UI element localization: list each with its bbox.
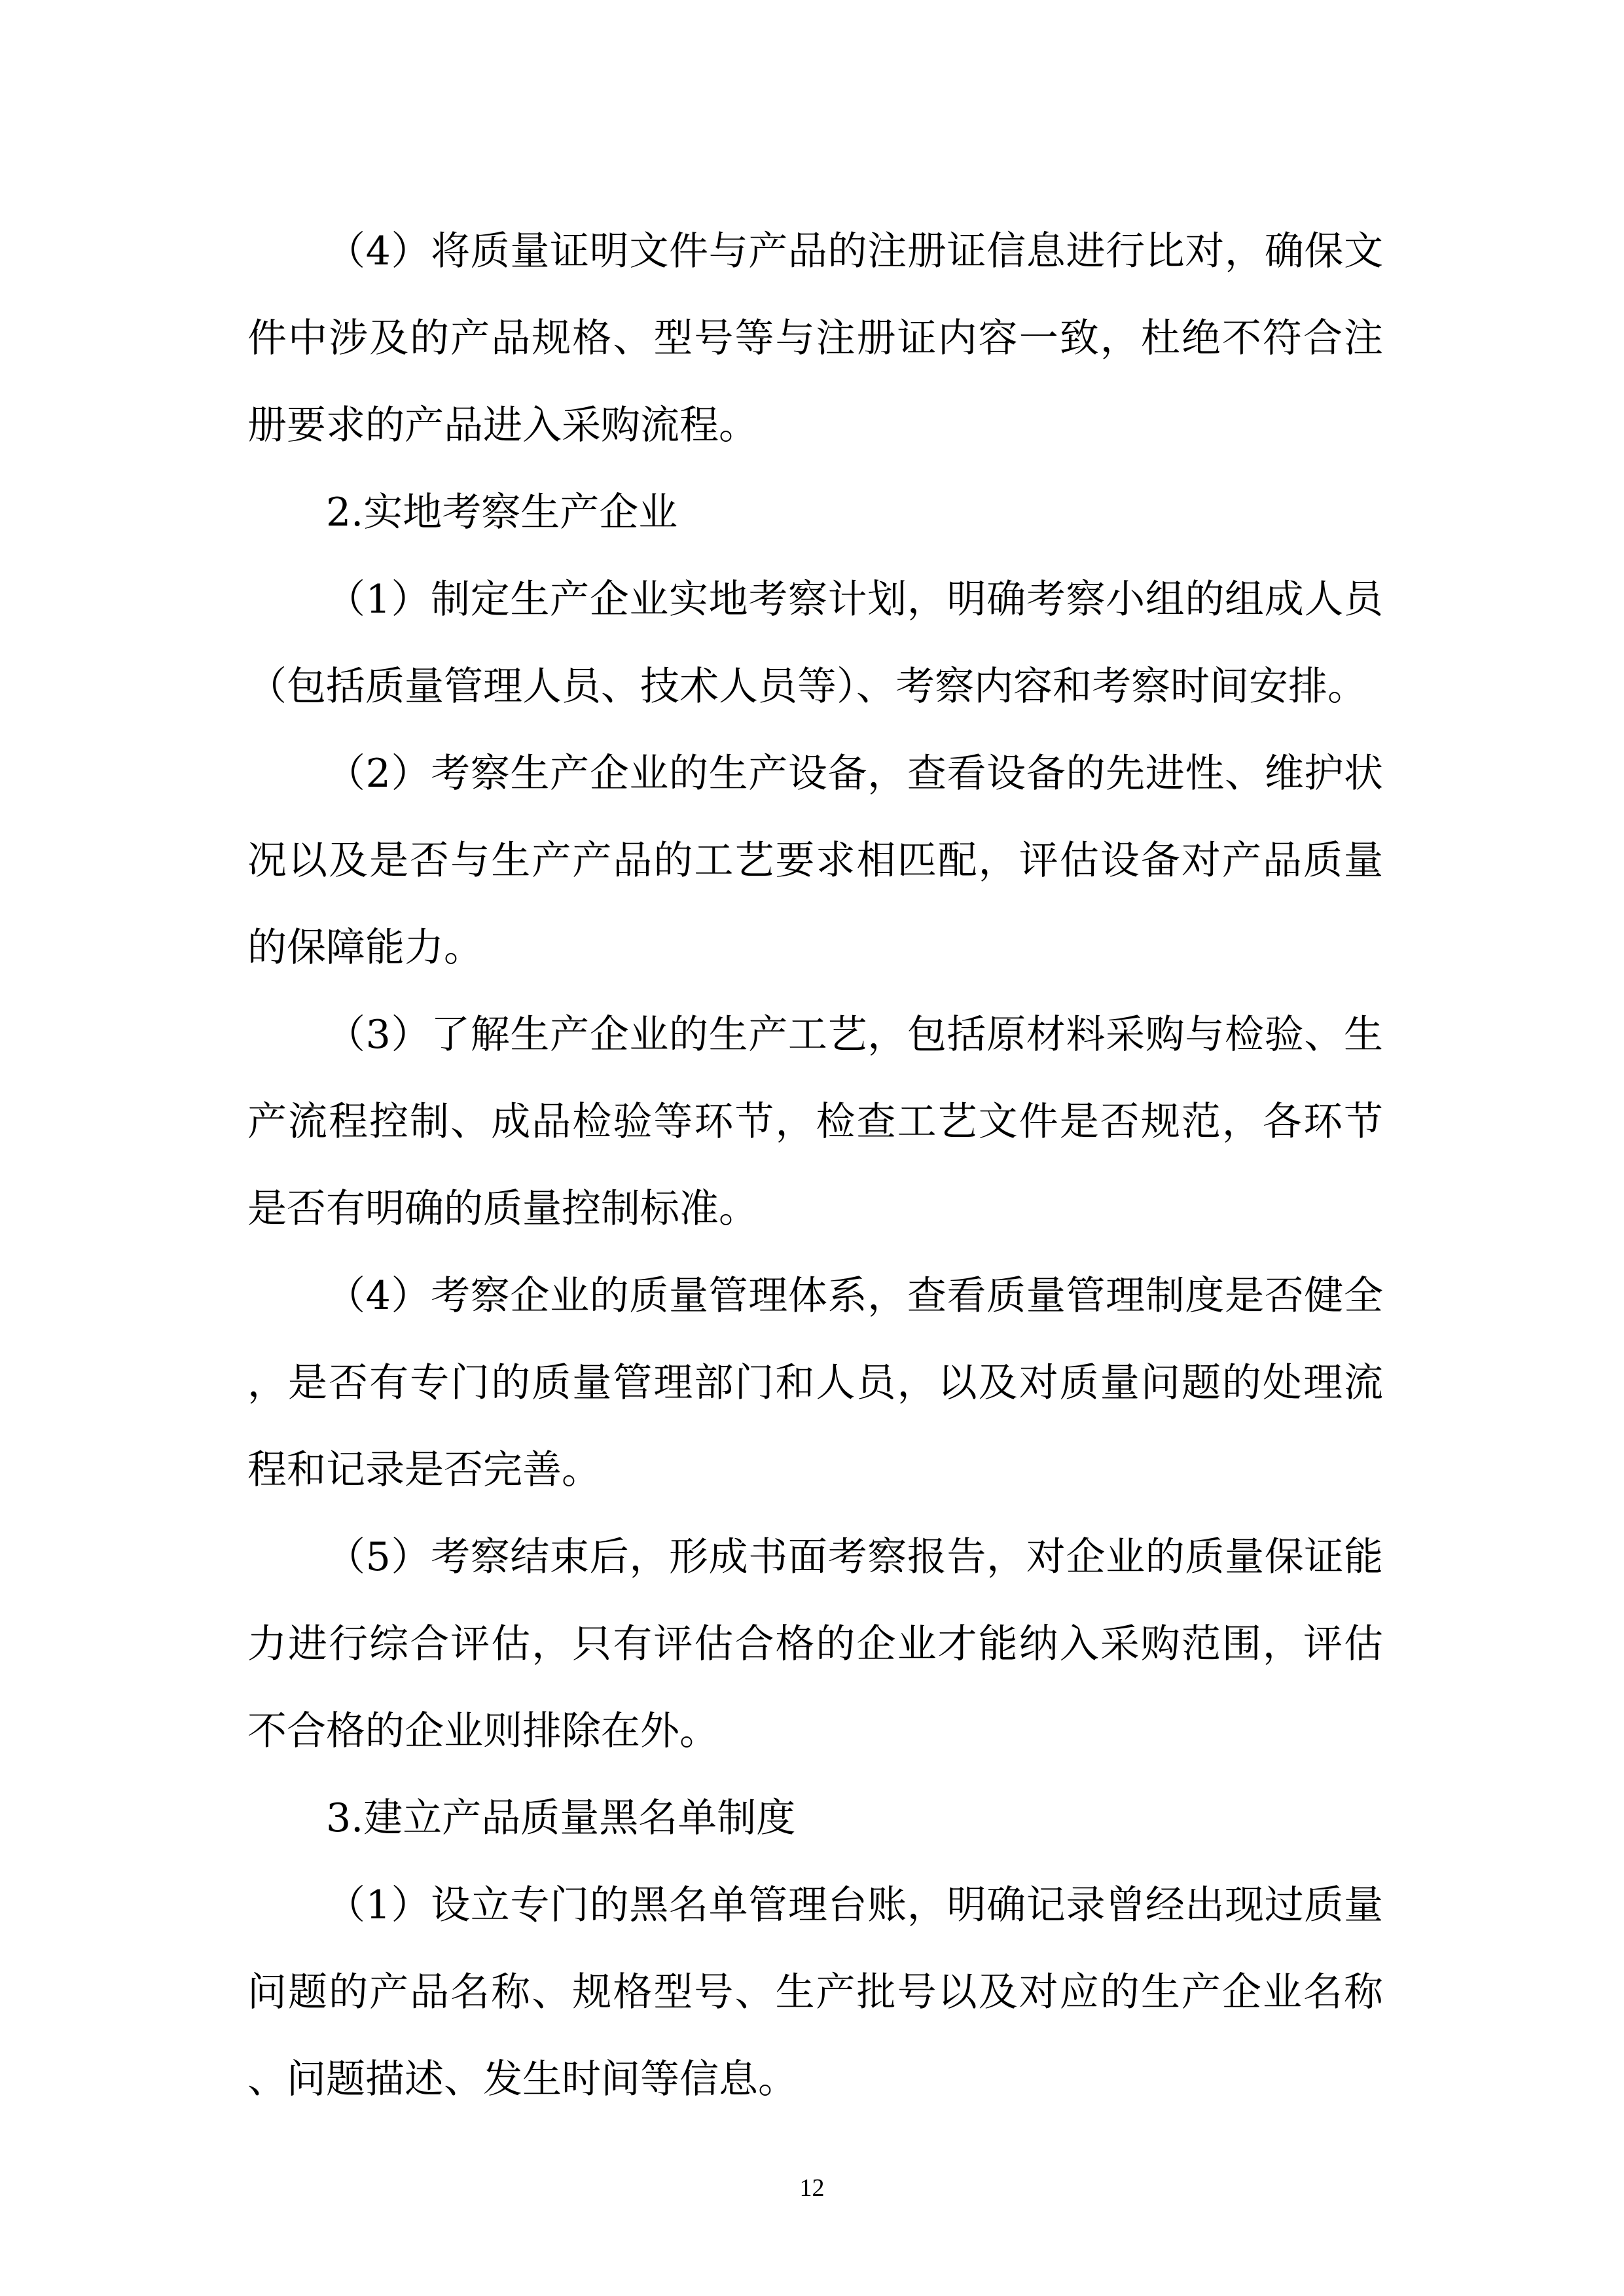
paragraph-item-4-registration-check: （4）将质量证明文件与产品的注册证信息进行比对，确保文件中涉及的产品规格、型号等与注册证内容一致，杜绝不符合注册要求的产品进入采购流程。 [247, 228, 1383, 448]
section-heading-blacklist: 3.建立产品质量黑名单制度 [326, 1795, 796, 1841]
page-body [247, 208, 1383, 2123]
paragraph-item-1-blacklist-ledger: （1）设立专门的黑名单管理台账，明确记录曾经出现过质量问题的产品名称、规格型号、生产批号以及对应的生产企业名称、问题描述、发生时间等信息。 [247, 1882, 1383, 2102]
paragraph-item-5-inspection-report: （5）考察结束后，形成书面考察报告，对企业的质量保证能力进行综合评估，只有评估合格的企业才能纳入采购范围，评估不合格的企业则排除在外。 [247, 1534, 1383, 1754]
section-heading-site-inspection: 2.实地考察生产企业 [326, 490, 678, 535]
paragraph-item-3-process: （3）了解生产企业的生产工艺，包括原材料采购与检验、生产流程控制、成品检验等环节，检查工艺文件是否规范，各环节是否有明确的质量控制标准。 [247, 1012, 1383, 1232]
paragraph-item-4-quality-system: （4）考察企业的质量管理体系，查看质量管理制度是否健全，是否有专门的质量管理部门和人员，以及对质量问题的处理流程和记录是否完善。 [247, 1273, 1383, 1493]
paragraph-item-1-inspection-plan: （1）制定生产企业实地考察计划，明确考察小组的组成人员（包括质量管理人员、技术人员等）、考察内容和考察时间安排。 [247, 577, 1383, 709]
paragraph-item-2-equipment: （2）考察生产企业的生产设备，查看设备的先进性、维护状况以及是否与生产产品的工艺要求相匹配，评估设备对产品质量的保障能力。 [247, 751, 1383, 971]
page-number: 12 [799, 2174, 825, 2202]
